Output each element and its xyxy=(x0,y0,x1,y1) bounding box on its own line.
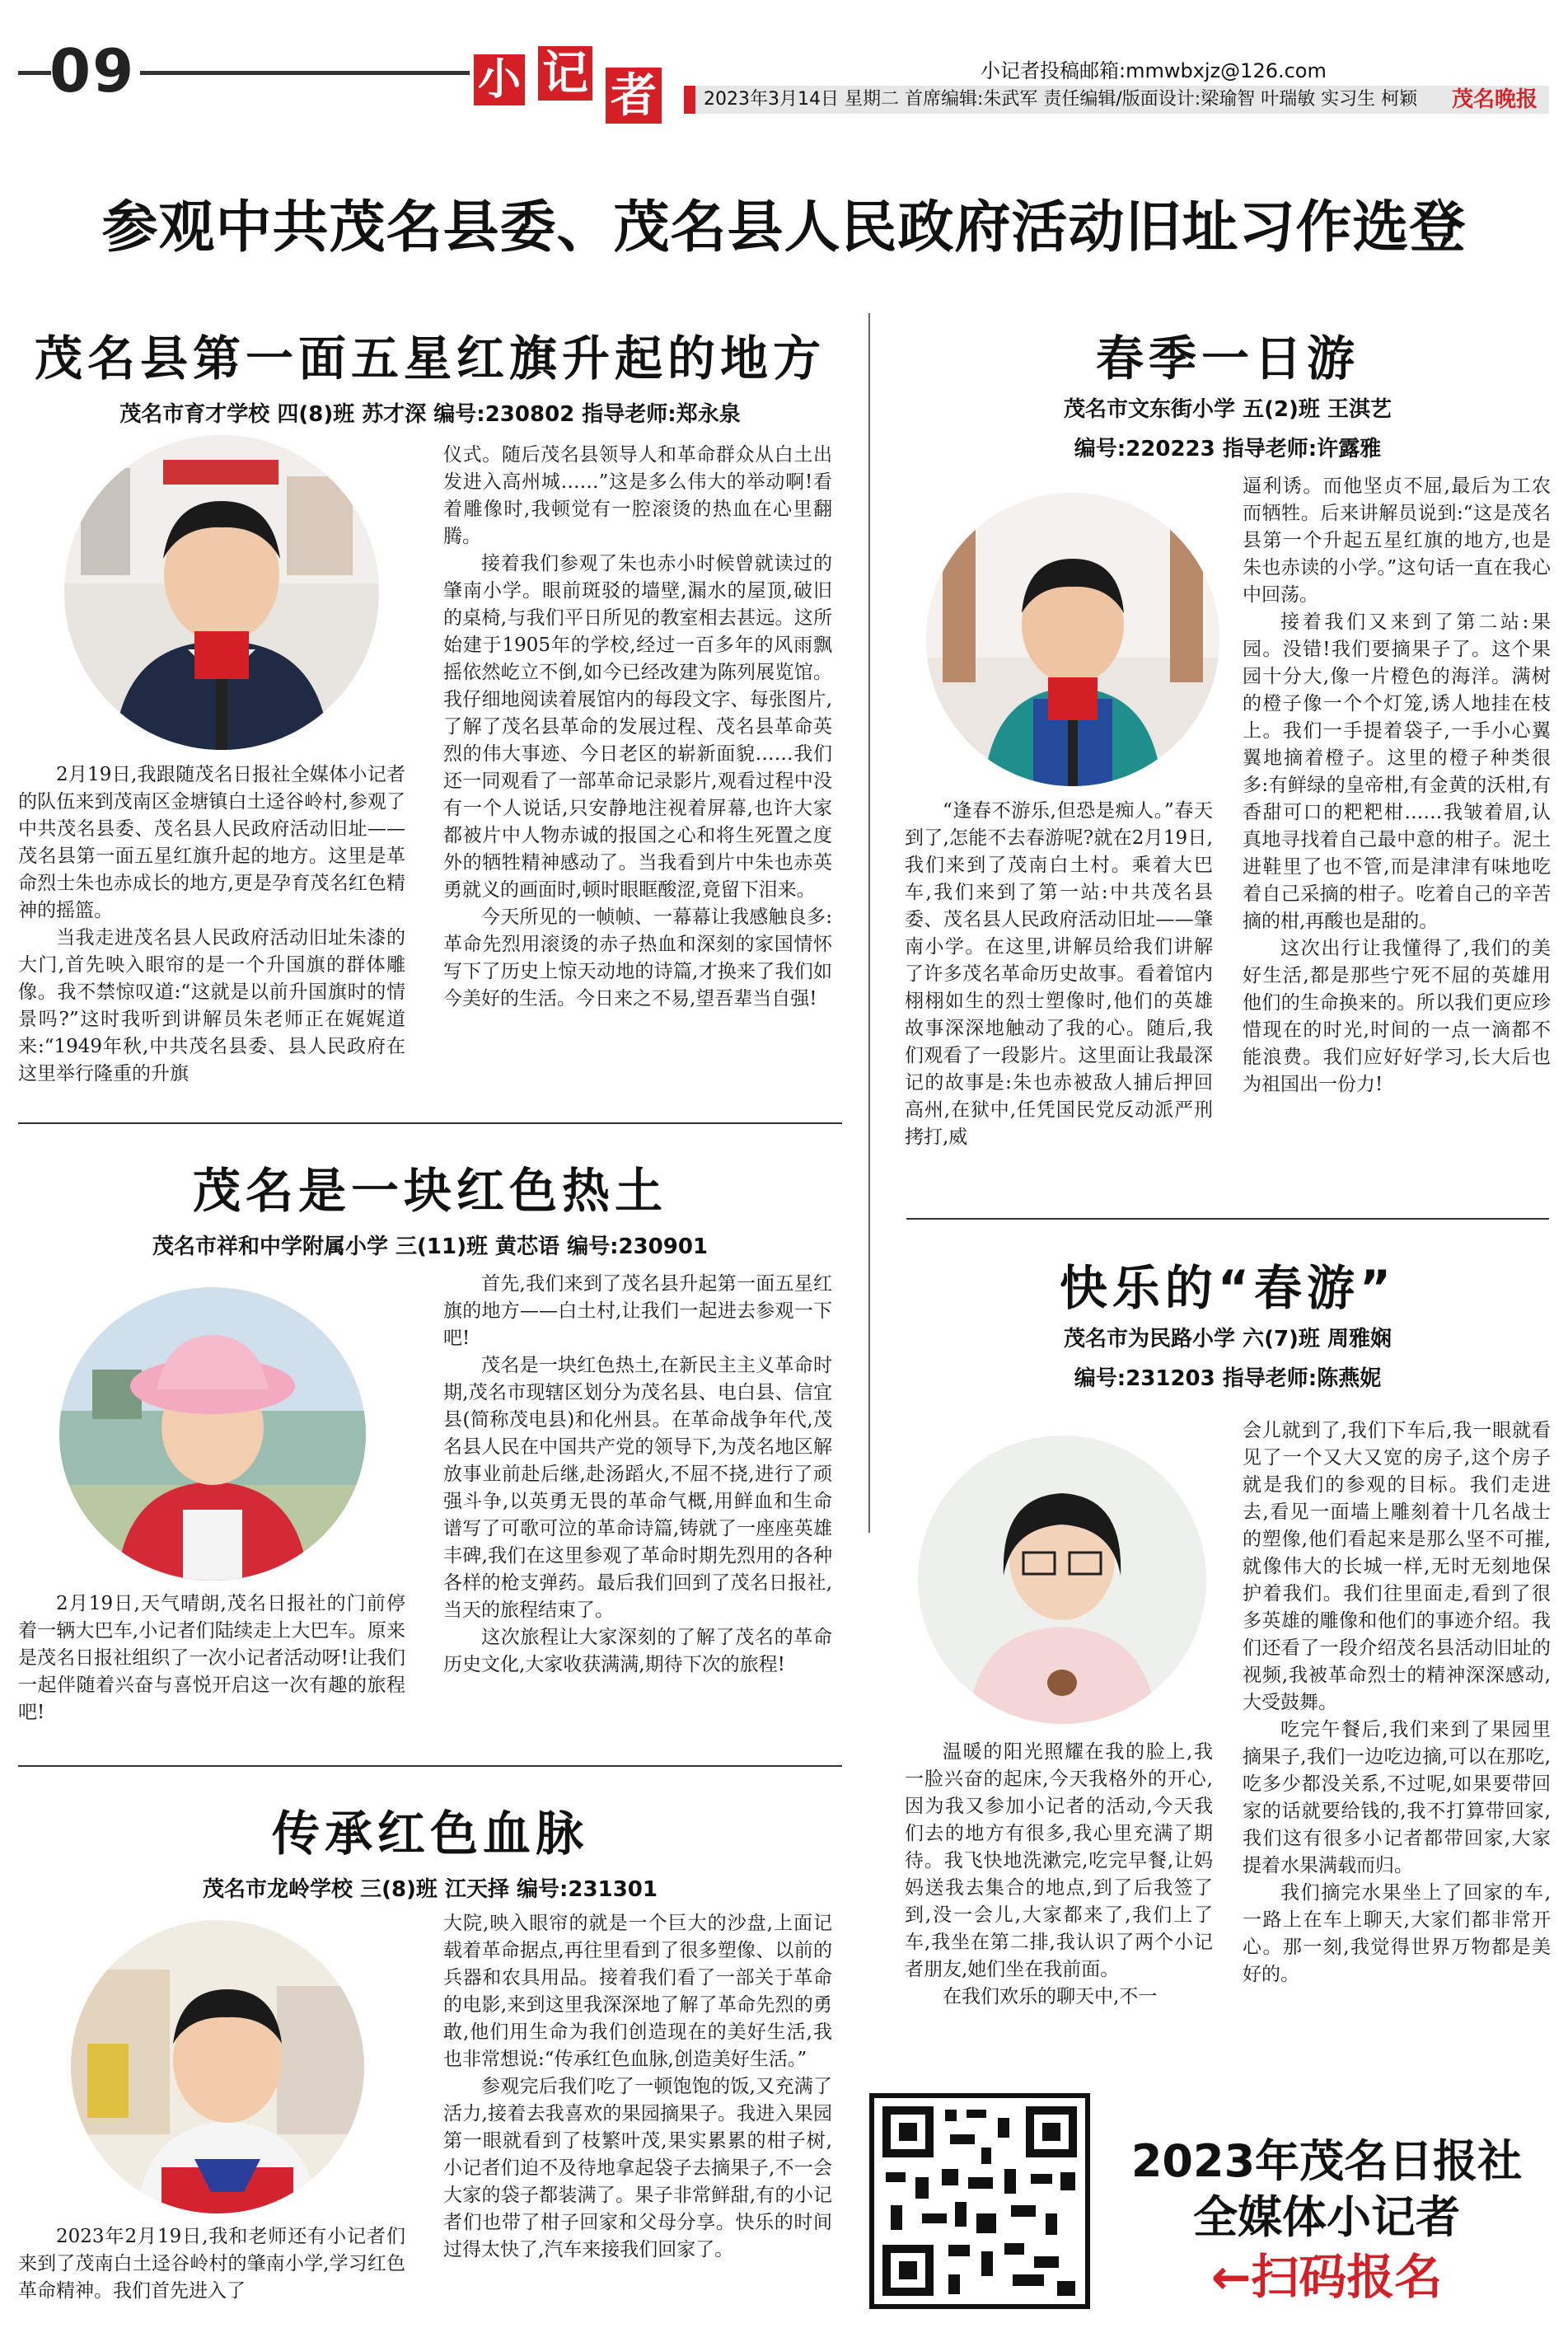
article-divider xyxy=(18,1122,842,1124)
article-5-photo xyxy=(918,1436,1206,1724)
page-title: 参观中共茂名县委、茂名县人民政府活动旧址习作选登 xyxy=(101,195,1467,260)
article-5-col-left xyxy=(905,1739,1213,2011)
paragraph: 大院,映入眼帘的就是一个巨大的沙盘,上面记载着革命据点,再往里看到了很多塑像、以前的兵器和农具用品。接着我们看了一部关于革命的电影,来到这里我深深地了解了革命先烈的勇敢,他们用生命为我们创造现在的美好生活,我也非常想说:“传承红色血脉,创造美好生活。” xyxy=(443,1913,832,2070)
article-5-byline-2: 编号:231203 指导老师:陈燕妮 xyxy=(1074,1366,1382,1391)
article-5-title: 快乐的“春游” xyxy=(1059,1260,1397,1316)
brand-logo: 茂名晚报 xyxy=(1451,87,1538,112)
article-4-byline-2: 编号:220223 指导老师:许露雅 xyxy=(1074,437,1382,461)
article-1-byline: 茂名市育才学校 四(8)班 苏才深 编号:230802 指导老师:郑永泉 xyxy=(119,402,741,427)
paragraph: 2023年2月19日,我和老师还有小记者们来到了茂南白土迳谷岭村的肇南小学,学习红色革命精神。我们首先进入了 xyxy=(18,2226,405,2302)
article-1-col-right xyxy=(443,442,832,1013)
article-1-col-left xyxy=(18,761,405,1088)
qr-code-icon xyxy=(874,2098,1085,2304)
paragraph: 今天所见的一帧帧、一幕幕让我感触良多:革命先烈用滚烫的赤子热血和深刻的家国情怀写下了历史上惊天动地的诗篇,才换来了我们如今美好的生活。今日来之不易,望吾辈当自强! xyxy=(443,906,832,1009)
registration-qr-code[interactable] xyxy=(869,2093,1090,2309)
paragraph: 参观完后我们吃了一顿饱饱的饭,又充满了活力,接着去我喜欢的果园摘果子。我进入果园第一眼就看到了枝繁叶茂,果实累累的柑子树,小记者们迫不及待地拿起袋子去摘果子,不一会大家的袋子都装满了。果子非常鲜甜,有的小记者们也带了柑子回家和父母分享。快乐的时间过得太快了,汽车来接我们回家了。 xyxy=(443,2076,832,2260)
paragraph: 这次旅程让大家深刻的了解了茂名的革命历史文化,大家收获满满,期待下次的旅程! xyxy=(443,1627,832,1675)
column-divider xyxy=(868,313,870,1533)
reporter-photo-1 xyxy=(64,435,379,750)
paragraph: 吃完午餐后,我们来到了果园里摘果子,我们一边吃边摘,可以在那吃,吃多少都没关系,不过呢,如果要带回家的话就要给钱的,我不打算带回家,我们这有很多小记者都带回家,大家提着水果满载而归。 xyxy=(1243,1719,1551,1876)
reporter-photo-2 xyxy=(59,1287,366,1581)
paragraph: “逢春不游乐,但恐是痴人。”春天到了,怎能不去春游呢?就在2月19日,我们来到了茂南白土村。乘着大巴车,我们来到了第一站:中共茂名县委、茂名县人民政府活动旧址——肇南小学。在这里,讲解员给我们讲解了许多茂名革命历史故事。看着馆内栩栩如生的烈士塑像时,他们的英雄故事深深地触动了我的心。随后,我们观看了一段影片。这里面让我最深记的故事是:朱也赤被敌人捕后押回高州,在狱中,任凭国民党反动派严刑拷打,威 xyxy=(905,800,1213,1148)
paragraph: 接着我们参观了朱也赤小时候曾就读过的肇南小学。眼前斑驳的墙壁,漏水的屋顶,破旧的桌椅,与我们平日所见的教室相去甚远。这所始建于1905年的学校,经过一百多年的风雨飘摇依然屹立不倒,如今已经改建为陈列展览馆。我仔细地阅读着展馆内的每段文字、每张图片,了解了茂名县革命的发展过程、茂名县革命英烈的伟大事迹、今日老区的崭新面貌……我们还一同观看了一部革命记录影片,观看过程中没有一个人说话,只安静地注视着屏幕,也许大家都被片中人物赤诚的报国之心和将生死置之度外的牺牲精神感动了。当我看到片中朱也赤英勇就义的画面时,顿时眼眶酸涩,竟留下泪来。 xyxy=(443,553,832,901)
reporter-photo-5 xyxy=(918,1436,1206,1724)
section-char-1: 小 xyxy=(474,54,525,105)
article-3-title: 传承红色血脉 xyxy=(271,1806,588,1862)
article-5-col-right xyxy=(1243,1417,1551,1988)
article-divider xyxy=(18,1765,842,1767)
article-3-col-left xyxy=(18,2223,405,2305)
article-2-photo xyxy=(59,1287,366,1581)
article-2-col-right xyxy=(443,1271,832,1679)
masthead-rule-left xyxy=(18,71,51,75)
masthead-rule xyxy=(140,71,470,75)
issue-info-text: 2023年3月14日 星期二 首席编辑:朱武军 责任编辑/版面设计:梁瑜智 叶瑞敏 实习生 柯颖 xyxy=(704,89,1418,110)
article-1-title: 茂名县第一面五星红旗升起的地方 xyxy=(34,330,826,386)
issue-info-bar xyxy=(684,86,1549,114)
paragraph: 仪式。随后茂名县领导人和革命群众从白土出发进入高州城……”这是多么伟大的举动啊!看着雕像时,我顿觉有一腔滚烫的热血在心里翻腾。 xyxy=(443,444,832,547)
page-number: 09 xyxy=(49,36,136,105)
paragraph: 我们摘完水果坐上了回家的车,一路上在车上聊天,大家们都非常开心。那一刻,我觉得世界万物都是美好的。 xyxy=(1243,1882,1551,1985)
paragraph: 2月19日,天气晴朗,茂名日报社的门前停着一辆大巴车,小记者们陆续走上大巴车。原来是茂名日报社组织了一次小记者活动呀!让我们一起伴随着兴奋与喜悦开启这一次有趣的旅程吧! xyxy=(18,1593,405,1723)
ad-line-2: 全媒体小记者 xyxy=(1193,2191,1460,2243)
article-2-col-left xyxy=(18,1590,405,1726)
article-3-photo xyxy=(71,1920,364,2213)
article-1-photo xyxy=(64,435,379,750)
paragraph: 温暖的阳光照耀在我的脸上,我一脸兴奋的起床,今天我格外的开心,因为我又参加小记者的活动,今天我们去的地方有很多,我心里充满了期待。我飞快地洗漱完,吃完早餐,让妈妈送我去集合的地点,到了后我签了到,没一会儿,大家都来了,我们上了车,我坐在第二排,我认识了两个小记者朋友,她们坐在我前面。 xyxy=(905,1741,1213,1980)
article-4-col-left xyxy=(905,798,1213,1151)
article-2-title: 茂名是一块红色热土 xyxy=(192,1163,667,1219)
ad-line-1: 2023年茂名日报社 xyxy=(1130,2135,1523,2187)
section-char-2: 记 xyxy=(538,46,592,101)
paragraph: 当我走进茂名县人民政府活动旧址朱漆的大门,首先映入眼帘的是一个升国旗的群体雕像。我不禁惊叹道:“这就是以前升国旗时的情景吗?”这时我听到讲解员朱老师正在娓娓道来:“1949年秋,中共茂名县委、县人民政府在这里举行隆重的升旗 xyxy=(18,927,405,1084)
paragraph: 首先,我们来到了茂名县升起第一面五星红旗的地方——白土村,让我们一起进去参观一下吧! xyxy=(443,1273,832,1349)
article-3-byline: 茂名市龙岭学校 三(8)班 江天择 编号:231301 xyxy=(203,1877,658,1902)
reporter-photo-3 xyxy=(71,1920,364,2213)
article-4-col-right xyxy=(1243,473,1551,1098)
paragraph: 会儿就到了,我们下车后,我一眼就看见了一个又大又宽的房子,这个房子就是我们的参观的目标。我们走进去,看见一面墙上雕刻着十几名战士的塑像,他们看起来是那么坚不可摧,就像伟大的长城一样,无时无刻地保护着我们。我们往里面走,看到了很多英雄的雕像和他们的事迹介绍。我们还看了一段介绍茂名县活动旧址的视频,我被革命烈士的精神深深感动,大受鼓舞。 xyxy=(1243,1420,1551,1713)
article-4-byline-1: 茂名市文东街小学 五(2)班 王淇艺 xyxy=(1064,397,1392,422)
ad-signup-link[interactable]: ←扫码报名 xyxy=(1210,2249,1443,2305)
paragraph: 接着我们又来到了第二站:果园。没错!我们要摘果子了。这个果园十分大,像一片橙色的海洋。满树的橙子像一个个灯笼,诱人地挂在枝上。我们一手提着袋子,一手小心翼翼地摘着橙子。这里的橙子种类很多:有鲜绿的皇帝柑,有金黄的沃柑,有香甜可口的粑粑柑……我皱着眉,认真地寻找着自己最中意的柑子。泥土进鞋里了也不管,而是津津有味地吃着自己采摘的柑子。吃着自己的辛苦摘的柑,再酸也是甜的。 xyxy=(1243,611,1551,932)
article-5-byline-1: 茂名市为民路小学 六(7)班 周雅娴 xyxy=(1064,1327,1392,1351)
paragraph: 2月19日,我跟随茂名日报社全媒体小记者的队伍来到茂南区金塘镇白土迳谷岭村,参观了中共茂名县委、茂名县人民政府活动旧址——茂名县第一面五星红旗升起的地方。这里是革命烈士朱也赤成长的地方,更是孕育茂名红色精神的摇篮。 xyxy=(18,764,405,921)
article-3-col-right xyxy=(443,1910,832,2264)
paragraph: 茂名是一块红色热土,在新民主主义革命时期,茂名市现辖区划分为茂名县、电白县、信宜县(简称茂电县)和化州县。在革命战争年代,茂名县人民在中国共产党的领导下,为茂名地区解放事业前赴后继,赴汤蹈火,不屈不挠,进行了顽强斗争,以英勇无畏的革命气概,用鲜血和生命谱写了可歌可泣的革命诗篇,铸就了一座座英雄丰碑,我们在这里参观了革命时期先烈用的各种各样的枪支弹药。最后我们回到了茂名日报社,当天的旅程结束了。 xyxy=(443,1355,832,1621)
article-2-byline: 茂名市祥和中学附属小学 三(11)班 黄芯语 编号:230901 xyxy=(152,1234,709,1259)
article-4-title: 春季一日游 xyxy=(1095,330,1360,386)
reporter-photo-4 xyxy=(926,493,1219,786)
article-divider xyxy=(906,1218,1549,1220)
paragraph: 这次出行让我懂得了,我们的美好生活,都是那些宁死不屈的英雄用他们的生命换来的。所以我们更应珍惜现在的时光,时间的一点一滴都不能浪费。我们应好好学习,长大后也为祖国出一份力! xyxy=(1243,938,1551,1095)
section-char-3: 者 xyxy=(606,68,662,124)
article-4-photo xyxy=(926,493,1219,786)
section-logo xyxy=(474,46,670,125)
paragraph: 在我们欢乐的聊天中,不一 xyxy=(943,1986,1158,2007)
paragraph: 逼利诱。而他坚贞不屈,最后为工农而牺牲。后来讲解员说到:“这是茂名县第一个升起五星红旗的地方,也是朱也赤读的小学。”这句话一直在我心中回荡。 xyxy=(1243,475,1551,606)
submission-email: 小记者投稿邮箱:mmwbxjz@126.com xyxy=(981,59,1327,82)
